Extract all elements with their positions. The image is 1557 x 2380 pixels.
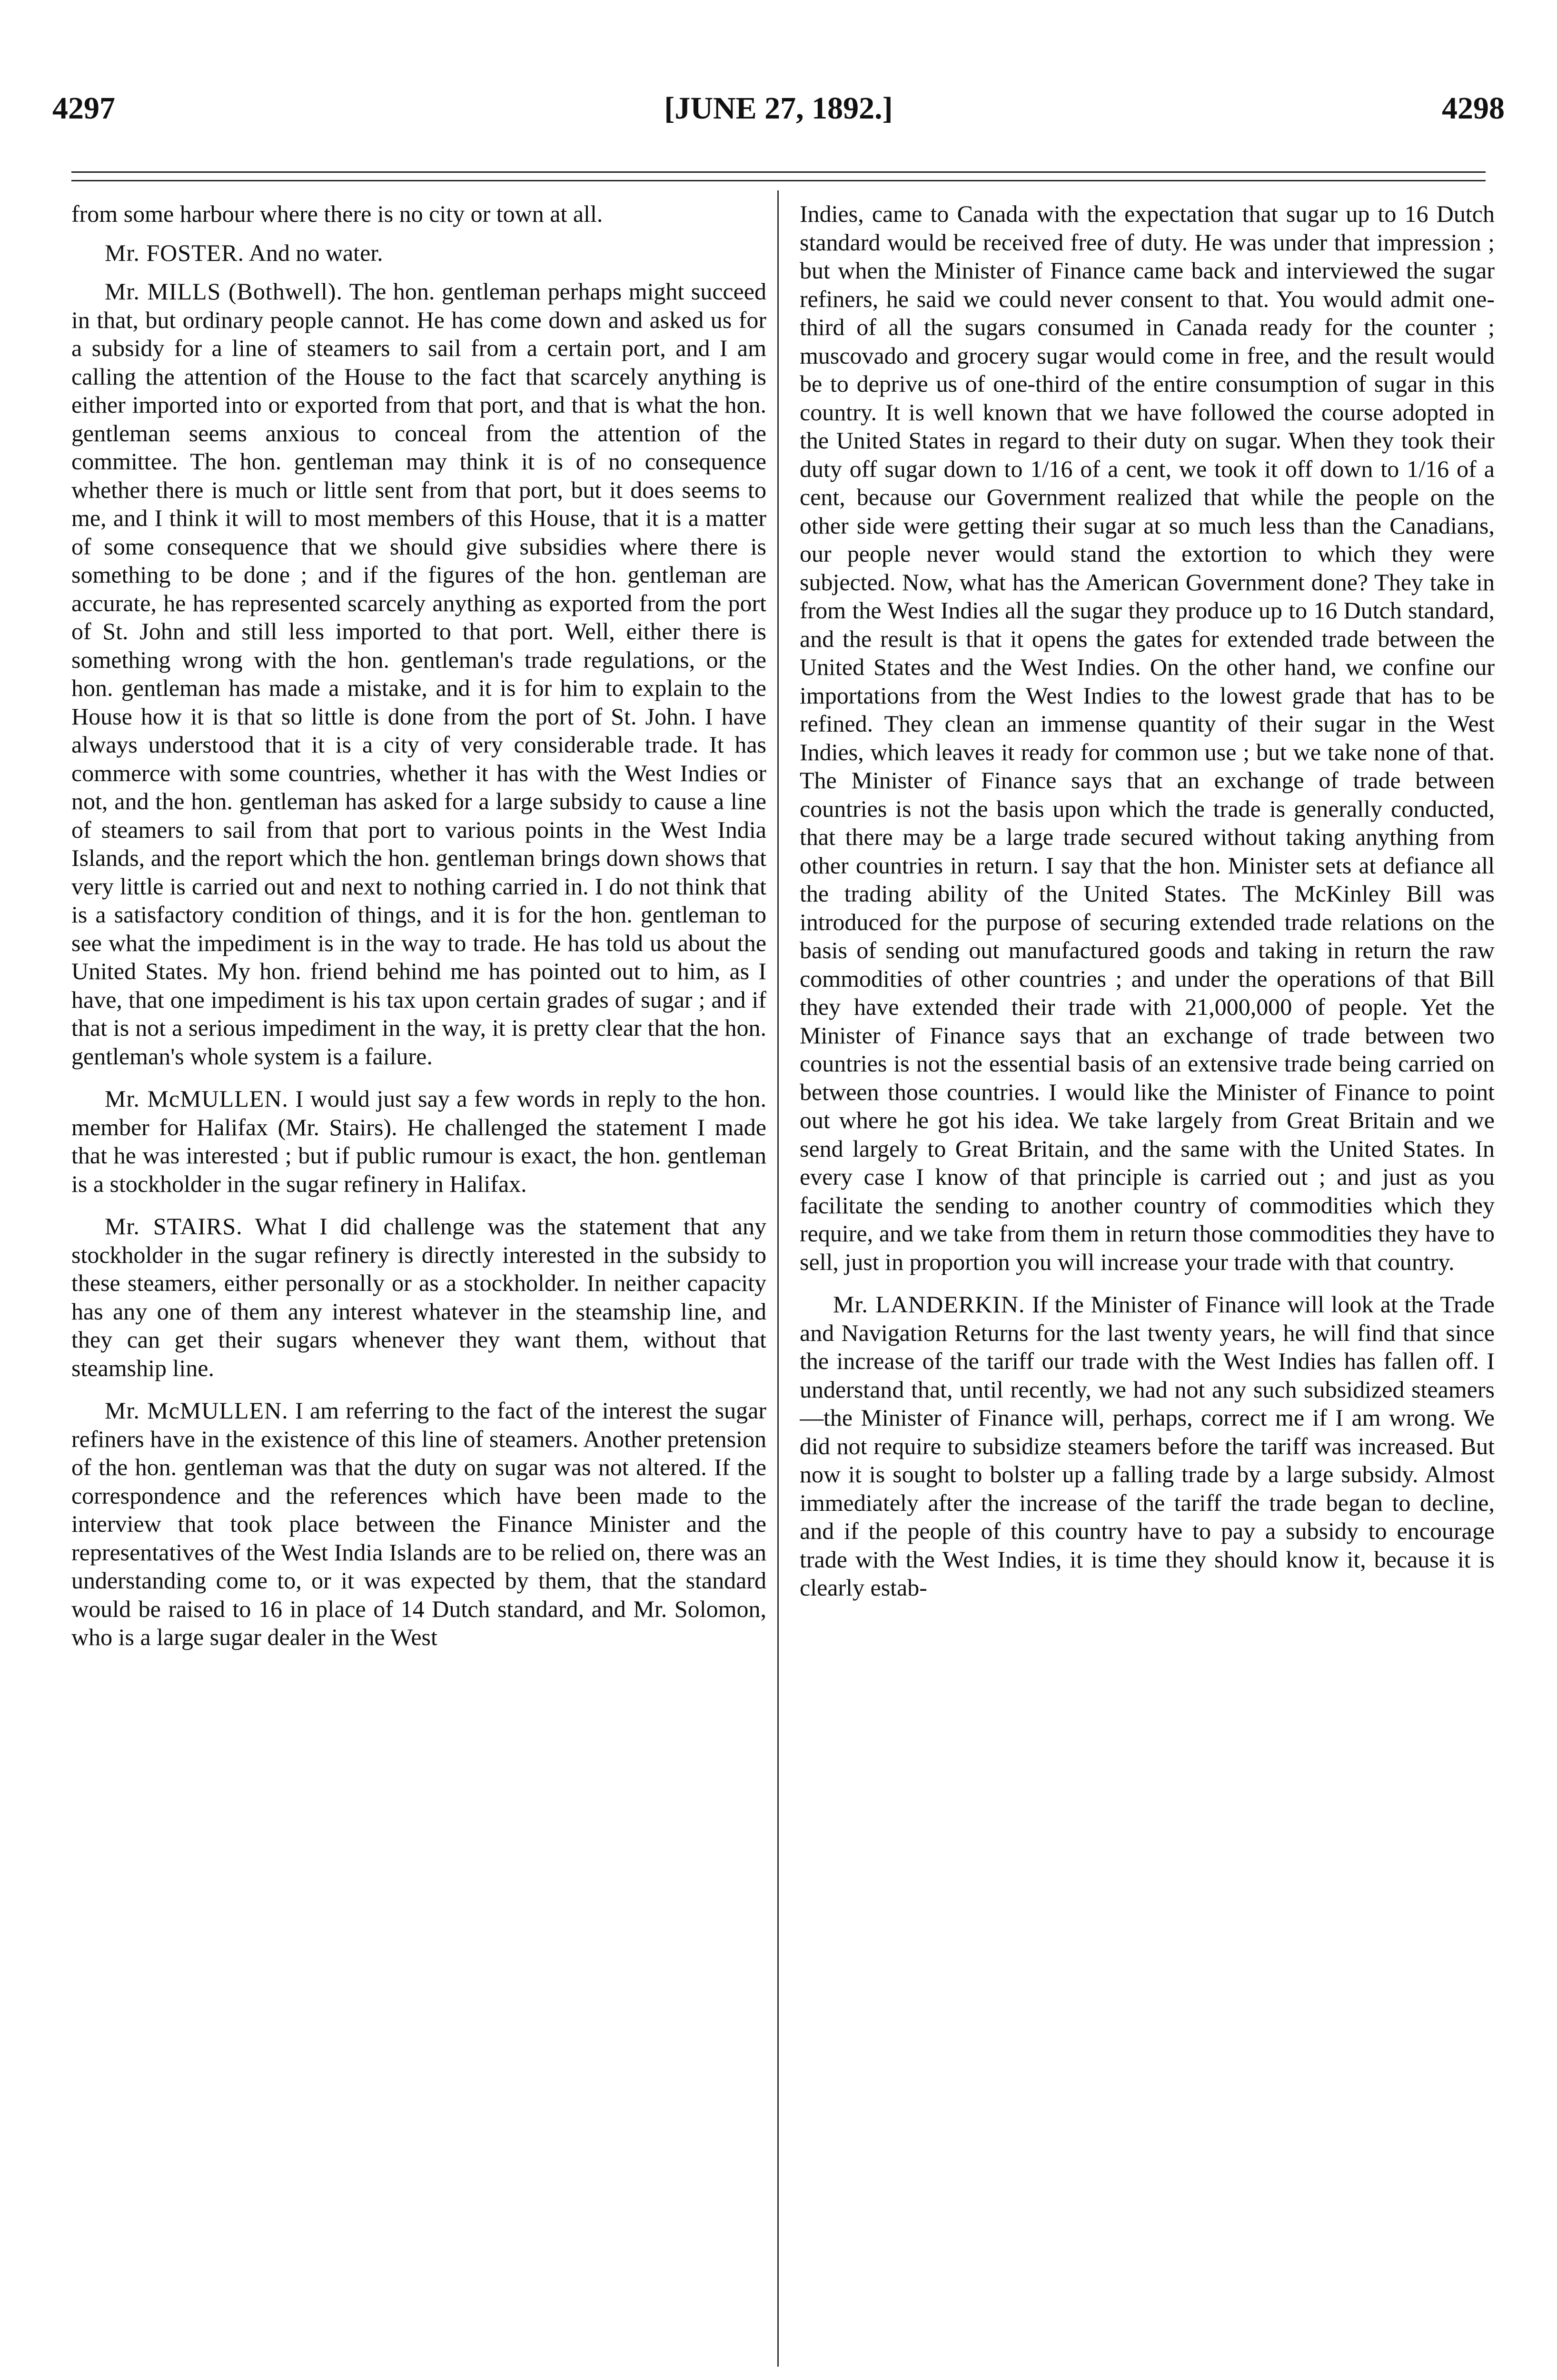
paragraph xyxy=(800,200,1495,1276)
paragraph xyxy=(71,278,766,1071)
paragraph xyxy=(800,1290,1495,1602)
paragraph-text: What I did challenge was the statement that any stockholder in the sugar refinery is directly interested in the subsidy to these steamers, either personally or as a stockholder. In neither capacity has any one of them any interest whatever in the steamship line, and they can get their sugars whenever they want them, without that steamship line. xyxy=(71,1213,766,1381)
paragraph-text: I am referring to the fact of the interest the sugar refiners have in the existence of this line of steamers. Another pretension of the hon. gentleman was that the duty on sugar was not altered. If the correspondence and the references which have been made to the interview that took place between the Finance Minister and the representatives of the West India Islands are to be relied on, there was an understanding come to, or it was expected by them, that the standard would be raised to 16 in place of 14 Dutch standard, and Mr. Solomon, who is a large sugar dealer in the West xyxy=(71,1397,766,1650)
page-header xyxy=(52,90,1505,143)
left-column xyxy=(71,200,766,2370)
speaker-name: Mr. MILLS (Bothwell). xyxy=(105,278,343,305)
paragraph-text: I would just say a few words in reply to the hon. member for Halifax (Mr. Stairs). He challenged the statement I made that he was interested ; but if public rumour is exact, the hon. gentleman is a stockholder in the sugar refinery in Halifax. xyxy=(71,1085,766,1197)
right-column xyxy=(800,200,1495,2370)
speaker-name: Mr. STAIRS. xyxy=(105,1213,243,1240)
page-number-right: 4298 xyxy=(1442,91,1505,126)
speaker-name: Mr. McMULLEN. xyxy=(105,1397,288,1424)
column-divider xyxy=(777,190,779,2367)
speaker-name: Mr. FOSTER. xyxy=(105,239,245,266)
speaker-name: Mr. LANDERKIN. xyxy=(833,1291,1025,1318)
paragraph-text: And no water. xyxy=(248,239,383,266)
paragraph-text: If the Minister of Finance will look at the Trade and Navigation Returns for the last twenty years, he will find that since the increase of the tariff our trade with the West Indies has fallen off. I understand that, until recently, we had not any such subsidized steamers—the Minister of Finance will, perhaps, correct me if I am wrong. We did not require to subsidize steamers before the tariff was increased. But now it is sought to bolster up a falling trade by a large subsidy. Almost immediately after the increase of the tariff the trade began to decline, and if the people of this country have to pay a subsidy to encourage trade with the West Indies, it is time they should know it, because it is clearly estab- xyxy=(800,1291,1495,1601)
paragraph xyxy=(71,239,766,268)
paragraph xyxy=(71,200,766,228)
header-rule-top xyxy=(71,171,1486,173)
speaker-name: Mr. McMULLEN. xyxy=(105,1085,288,1112)
paragraph xyxy=(71,1397,766,1652)
paragraph xyxy=(71,1212,766,1382)
header-rule-bottom xyxy=(71,180,1486,181)
page-number-left: 4297 xyxy=(52,91,115,126)
paragraph-text: The hon. gentleman perhaps might succeed in that, but ordinary people cannot. He has come down and asked us for a subsidy for a line of steamers to sail from a certain port, and I am calling the attention of the House to the fact that scarcely anything is either imported into or exported from that port, and that is what the hon. gentleman seems anxious to conceal from the attention of the committee. The hon. gentleman may think it is of no consequence whether there is much or little sent from that port, but it does seems to me, and I think it will to most members of this House, that it is a matter of some consequence that we should give subsidies where there is something to be done ; and if the figures of the hon. gentleman are accurate, he has represented scarcely anything as exported from the port of St. John and still less imported to that port. Well, either there is something wrong with the hon. gentleman's trade regulations, or the hon. gentleman has made a mistake, and it is for him to explain to the House how it is that so little is done from the port of St. John. I have always understood that it is a city of very considerable trade. It has commerce with some countries, whether it has with the West Indies or not, and the hon. gentleman has asked for a large subsidy to cause a line of steamers to sail from that port to various points in the West India Islands, and the report which the hon. gentleman brings down shows that very little is carried out and next to nothing carried in. I do not think that is a satisfactory condition of things, and it is for the hon. gentleman to see what the impediment is in the way to trade. He has told us about the United States. My hon. friend behind me has pointed out to him, as I have, that one impediment is his tax upon certain grades of sugar ; and if that is not a serious impediment in the way, it is pretty clear that the hon. gentleman's whole system is a failure. xyxy=(71,278,766,1070)
header-date: [JUNE 27, 1892.] xyxy=(664,91,893,126)
paragraph-text: Indies, came to Canada with the expectation that sugar up to 16 Dutch standard would be received free of duty. He was under that impression ; but when the Minister of Finance came back and interviewed the sugar refiners, he said we could never consent to that. You would admit one-third of all the sugars consumed in Canada ready for the counter ; muscovado and grocery sugar would come in free, and the result would be to deprive us of one-third of the entire consumption of sugar in this country. It is well known that we have followed the course adopted in the United States in regard to their duty on sugar. When they took their duty off sugar down to 1/16 of a cent, we took it off down to 1/16 of a cent, because our Government realized that while the people on the other side were getting their sugar at so much less than the Canadians, our people never would stand the extortion to which they were subjected. Now, what has the American Government done? They take in from the West Indies all the sugar they produce up to 16 Dutch standard, and the result is that it opens the gates for extended trade between the United States and the West Indies. On the other hand, we confine our importations from the West Indies to the lowest grade that has to be refined. They clean an immense quantity of their sugar in the West Indies, which leaves it ready for common use ; but we take none of that. The Minister of Finance says that an exchange of trade between countries is not the basis upon which the trade is generally conducted, that there may be a large trade secured without taking anything from other countries in return. I say that the hon. Minister sets at defiance all the trading ability of the United States. The McKinley Bill was introduced for the purpose of securing extended trade relations on the basis of sending out manufactured goods and taking in return the raw commodities of other countries ; and under the operations of that Bill they have extended their trade with 21,000,000 of people. Yet the Minister of Finance says that an exchange of trade between two countries is not the essential basis of an extensive trade being carried on between those countries. I would like the Minister of Finance to point out where he got his idea. We take largely from Great Britain and we send largely to Great Britain, and the same with the United States. In every case I know of that principle is carried out ; and just as you facilitate the sending to another country of commodities which they require, and we take from them in return those commodities they have to sell, just in proportion you will increase your trade with that country. xyxy=(800,200,1495,1275)
paragraph xyxy=(71,1085,766,1198)
paragraph-text: from some harbour where there is no city or town at all. xyxy=(71,200,603,227)
